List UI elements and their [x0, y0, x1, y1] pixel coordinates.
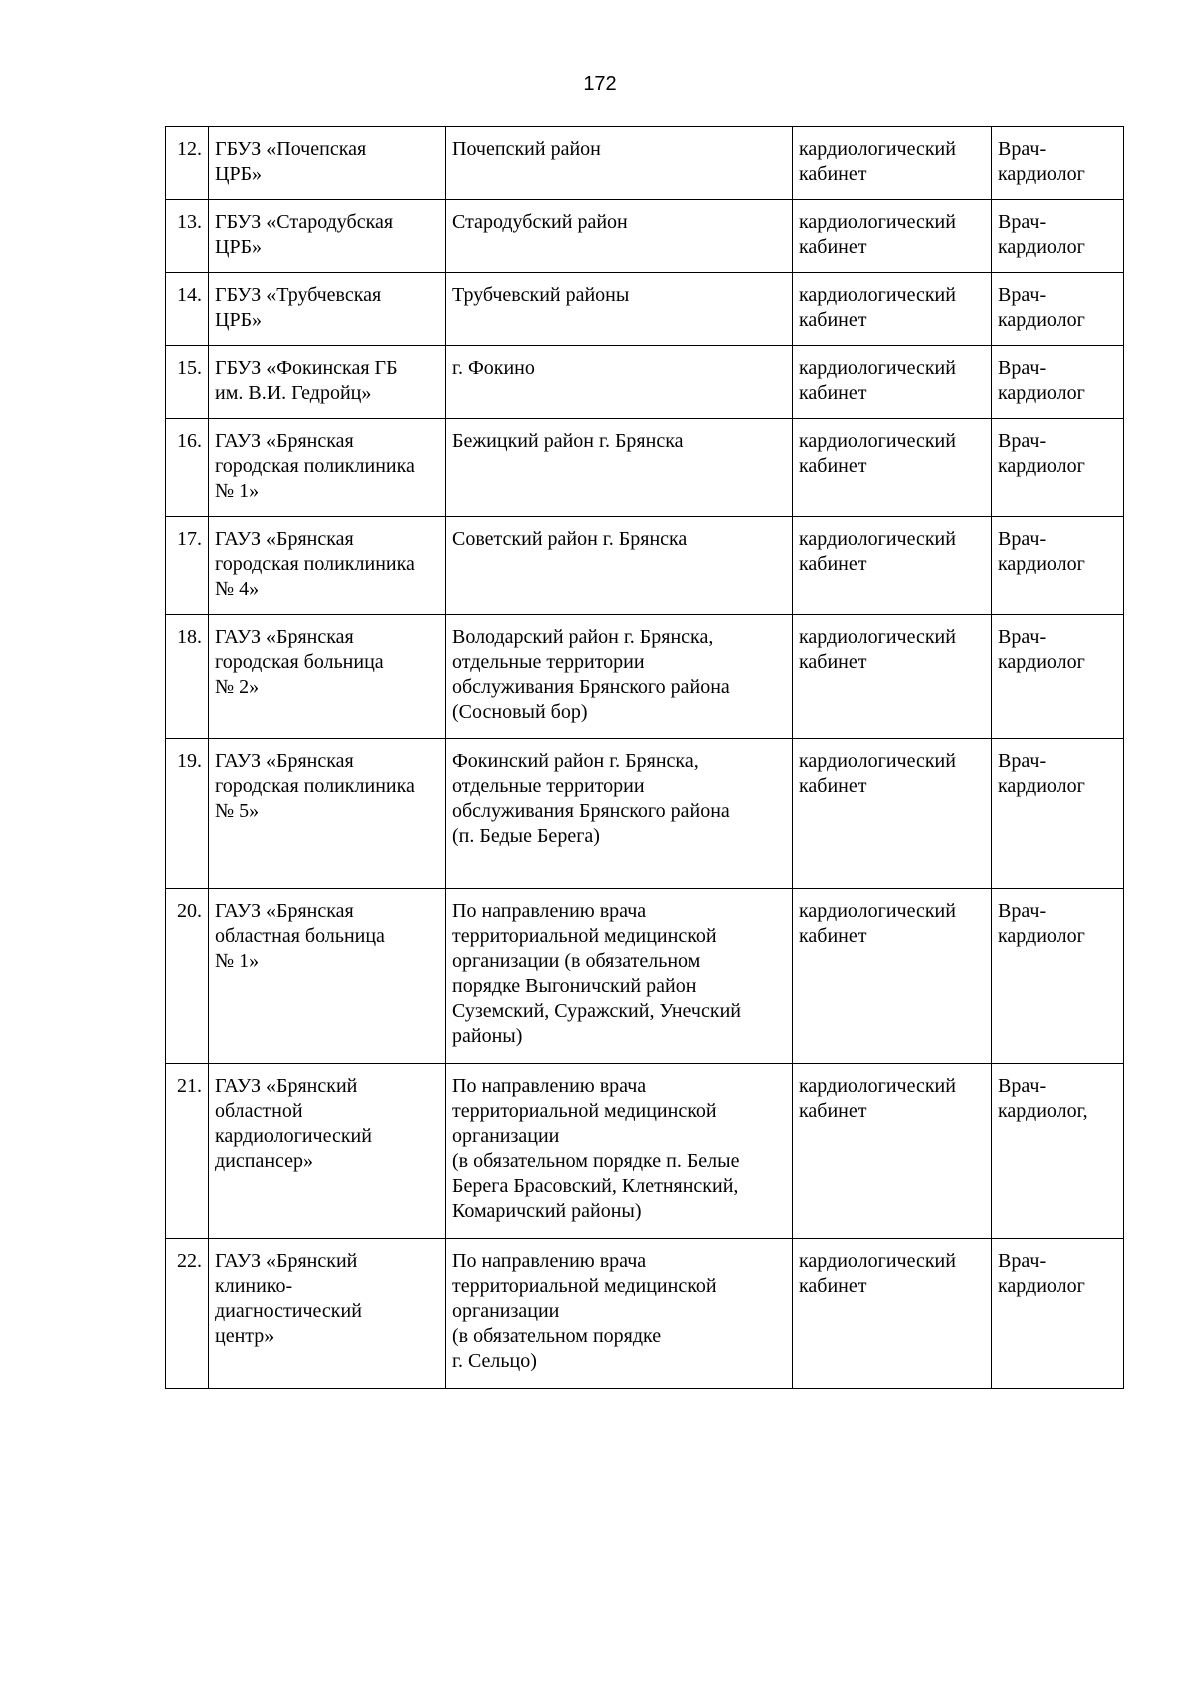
row-number: 13. — [166, 200, 209, 273]
organization-cell: ГАУЗ «Брянская городская поликлиника № 4» — [209, 517, 446, 615]
organization-cell: ГАУЗ «Брянская городская поликлиника № 1» — [209, 419, 446, 517]
organization-cell: ГАУЗ «Брянская городская поликлиника № 5» — [209, 739, 446, 889]
service-area-cell: Фокинский район г. Брянска, отдельные территории обслуживания Брянского района (п. Бедые Берега) — [446, 739, 793, 889]
service-area-cell: По направлению врача территориальной медицинской организации (в обязательном порядке п. Белые Берега Брасовский, Клетнянский, Комаричский районы) — [446, 1064, 793, 1239]
table-row — [166, 1239, 1124, 1389]
doctor-cell: Врач- кардиолог — [992, 346, 1124, 419]
cabinet-cell: кардиологический кабинет — [793, 889, 992, 1064]
service-area-cell: Бежицкий район г. Брянска — [446, 419, 793, 517]
row-number: 21. — [166, 1064, 209, 1239]
service-area-cell: Почепский район — [446, 127, 793, 200]
row-number: 20. — [166, 889, 209, 1064]
cabinet-cell: кардиологический кабинет — [793, 419, 992, 517]
page-number: 172 — [583, 73, 617, 95]
organization-cell: ГАУЗ «Брянский клинико- диагностический центр» — [209, 1239, 446, 1389]
row-number: 12. — [166, 127, 209, 200]
organization-cell: ГБУЗ «Почепская ЦРБ» — [209, 127, 446, 200]
table-row — [166, 739, 1124, 889]
doctor-cell: Врач- кардиолог — [992, 517, 1124, 615]
table-row — [166, 1064, 1124, 1239]
row-number: 16. — [166, 419, 209, 517]
service-area-cell: г. Фокино — [446, 346, 793, 419]
cabinet-cell: кардиологический кабинет — [793, 346, 992, 419]
service-area-cell: Володарский район г. Брянска, отдельные территории обслуживания Брянского района (Сосновый бор) — [446, 615, 793, 739]
table-row — [166, 127, 1124, 200]
doctor-cell: Врач- кардиолог — [992, 739, 1124, 889]
row-number: 15. — [166, 346, 209, 419]
cabinet-cell: кардиологический кабинет — [793, 273, 992, 346]
row-number: 19. — [166, 739, 209, 889]
doctor-cell: Врач- кардиолог, — [992, 1064, 1124, 1239]
row-number: 18. — [166, 615, 209, 739]
doctor-cell: Врач- кардиолог — [992, 419, 1124, 517]
cabinet-cell: кардиологический кабинет — [793, 1064, 992, 1239]
service-area-cell: Трубчевский районы — [446, 273, 793, 346]
table-row — [166, 419, 1124, 517]
table-row — [166, 889, 1124, 1064]
cabinet-cell: кардиологический кабинет — [793, 517, 992, 615]
cabinet-cell: кардиологический кабинет — [793, 615, 992, 739]
doctor-cell: Врач- кардиолог — [992, 127, 1124, 200]
doctor-cell: Врач- кардиолог — [992, 615, 1124, 739]
doctor-cell: Врач- кардиолог — [992, 200, 1124, 273]
doctor-cell: Врач- кардиолог — [992, 273, 1124, 346]
organization-cell: ГАУЗ «Брянский областной кардиологический диспансер» — [209, 1064, 446, 1239]
organization-cell: ГБУЗ «Трубчевская ЦРБ» — [209, 273, 446, 346]
table-row — [166, 517, 1124, 615]
table-row — [166, 200, 1124, 273]
cabinet-cell: кардиологический кабинет — [793, 127, 992, 200]
doctor-cell: Врач- кардиолог — [992, 889, 1124, 1064]
table-row — [166, 615, 1124, 739]
service-area-cell: Стародубский район — [446, 200, 793, 273]
row-number: 22. — [166, 1239, 209, 1389]
table-row — [166, 346, 1124, 419]
organization-cell: ГБУЗ «Фокинская ГБ им. В.И. Гедройц» — [209, 346, 446, 419]
cabinet-cell: кардиологический кабинет — [793, 1239, 992, 1389]
doctor-cell: Врач- кардиолог — [992, 1239, 1124, 1389]
cabinet-cell: кардиологический кабинет — [793, 200, 992, 273]
service-area-cell: По направлению врача территориальной медицинской организации (в обязательном порядке г. Сельцо) — [446, 1239, 793, 1389]
table-row — [166, 273, 1124, 346]
service-area-cell: Советский район г. Брянска — [446, 517, 793, 615]
organization-cell: ГБУЗ «Стародубская ЦРБ» — [209, 200, 446, 273]
organization-cell: ГАУЗ «Брянская областная больница № 1» — [209, 889, 446, 1064]
facilities-table — [165, 126, 1124, 1389]
row-number: 14. — [166, 273, 209, 346]
row-number: 17. — [166, 517, 209, 615]
cabinet-cell: кардиологический кабинет — [793, 739, 992, 889]
service-area-cell: По направлению врача территориальной медицинской организации (в обязательном порядке Выгоничский район Суземский, Суражский, Унечский районы) — [446, 889, 793, 1064]
organization-cell: ГАУЗ «Брянская городская больница № 2» — [209, 615, 446, 739]
